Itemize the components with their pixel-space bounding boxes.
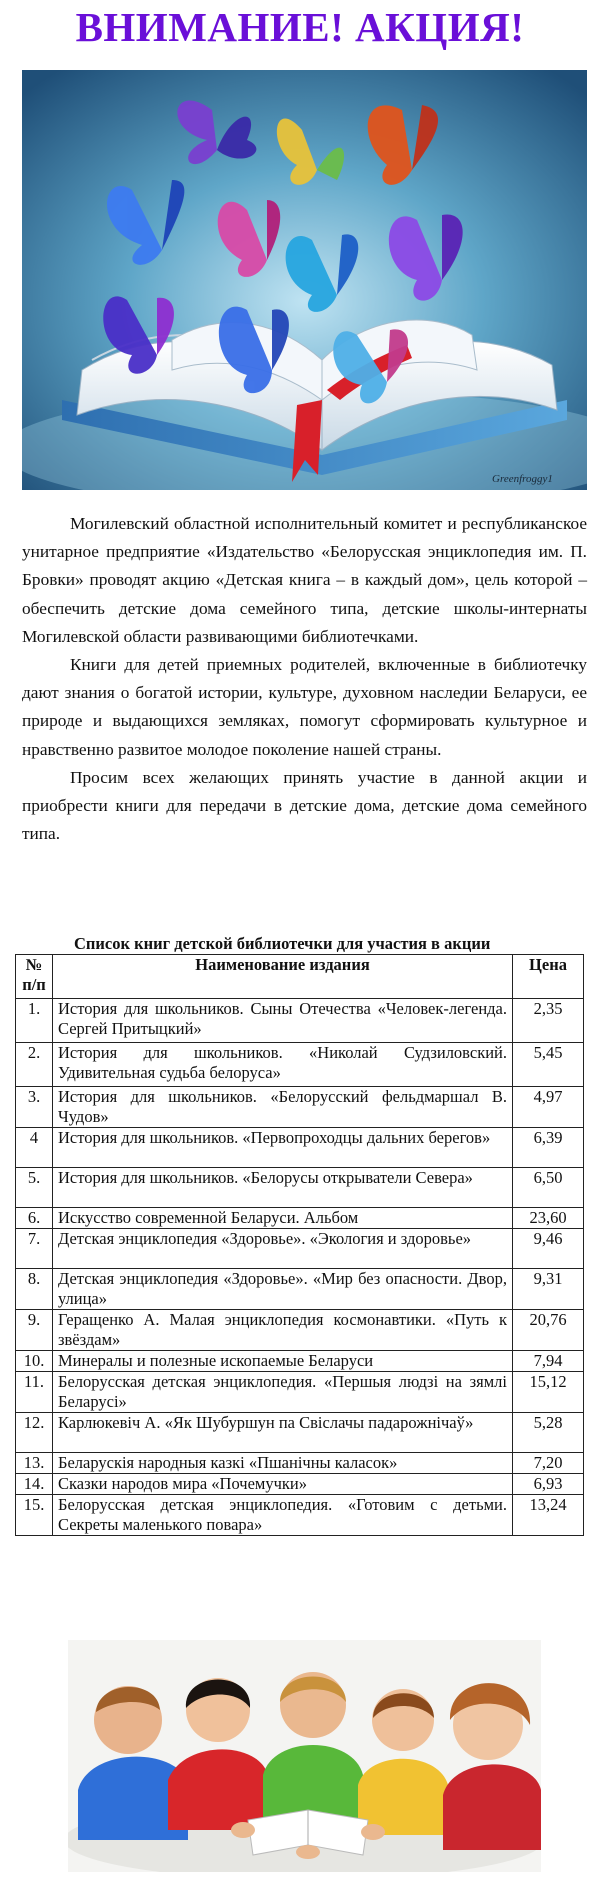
row-title: Сказки народов мира «Почемучки» [53, 1474, 513, 1495]
row-num: 9. [16, 1310, 53, 1351]
row-title: Минералы и полезные ископаемые Беларуси [53, 1351, 513, 1372]
row-price: 5,45 [513, 1043, 584, 1087]
table-row [16, 1043, 584, 1087]
row-title: Белорусская детская энциклопедия. «Першыя людзі на зямлі Беларусі» [53, 1372, 513, 1413]
row-title: Белорусская детская энциклопедия. «Готовим с детьми. Секреты маленького повара» [53, 1495, 513, 1536]
row-title: Карлюкевіч А. «Як Шубуршун па Свіслачы падарожнічаў» [53, 1413, 513, 1453]
table-row [16, 1351, 584, 1372]
row-title: Геращенко А. Малая энциклопедия космонавтики. «Путь к звёздам» [53, 1310, 513, 1351]
row-title: Детская энциклопедия «Здоровье». «Экология и здоровье» [53, 1229, 513, 1269]
row-num: 10. [16, 1351, 53, 1372]
row-price: 6,93 [513, 1474, 584, 1495]
row-price: 4,97 [513, 1087, 584, 1128]
row-price: 15,12 [513, 1372, 584, 1413]
row-num: 6. [16, 1208, 53, 1229]
table-row [16, 1087, 584, 1128]
row-price: 6,50 [513, 1168, 584, 1208]
row-num: 1. [16, 999, 53, 1043]
row-title: Детская энциклопедия «Здоровье». «Мир без опасности. Двор, улица» [53, 1269, 513, 1310]
header-price: Цена [513, 955, 584, 999]
intro-paragraph-1: Могилевский областной исполнительный комитет и республиканское унитарное предприятие «Издательство «Белорусская энциклопедия им. П. Бровки» проводят акцию «Детская книга – в каждый дом», цель которой – обеспечить детские дома семейного типа, детские школы-интернаты Могилевской области развивающими библиотечками. [22, 514, 587, 646]
table-row [16, 1208, 584, 1229]
headline: ВНИМАНИЕ! АКЦИЯ! [75, 4, 525, 50]
row-num: 5. [16, 1168, 53, 1208]
table-row [16, 1453, 584, 1474]
row-title: История для школьников. Сыны Отечества «Человек-легенда. Сергей Притыцкий» [53, 999, 513, 1043]
row-num: 14. [16, 1474, 53, 1495]
table-row [16, 1168, 584, 1208]
table-row [16, 1474, 584, 1495]
row-price: 13,24 [513, 1495, 584, 1536]
header-name: Наименование издания [53, 955, 513, 999]
row-price: 7,94 [513, 1351, 584, 1372]
row-num: 7. [16, 1229, 53, 1269]
row-num: 2. [16, 1043, 53, 1087]
row-num: 11. [16, 1372, 53, 1413]
row-num: 12. [16, 1413, 53, 1453]
row-title: История для школьников. «Белорусский фельдмаршал В. Чудов» [53, 1087, 513, 1128]
row-num: 13. [16, 1453, 53, 1474]
row-num: 15. [16, 1495, 53, 1536]
book-list-table [15, 954, 584, 1536]
row-price: 2,35 [513, 999, 584, 1043]
book-butterflies-image [22, 70, 587, 490]
table-row [16, 1269, 584, 1310]
row-title: Искусство современной Беларуси. Альбом [53, 1208, 513, 1229]
intro-paragraph-2: Книги для детей приемных родителей, включенные в библиотечку дают знания о богатой истории, культуре, духовном наследии Беларуси, ее природе и выдающихся земляках, помогут сформировать культурное и нравственно развитое молодое поколение нашей страны. [22, 655, 587, 759]
children-reading-photo [68, 1640, 541, 1872]
row-title: Беларускія народныя казкі «Пшанічны каласок» [53, 1453, 513, 1474]
table-row [16, 1372, 584, 1413]
intro-text [22, 510, 587, 848]
table-row [16, 1310, 584, 1351]
hero-signature: Greenfroggy1 [492, 473, 553, 485]
row-price: 7,20 [513, 1453, 584, 1474]
table-header-row [16, 955, 584, 999]
row-title: История для школьников. «Белорусы открыватели Севера» [53, 1168, 513, 1208]
row-price: 9,46 [513, 1229, 584, 1269]
row-price: 6,39 [513, 1128, 584, 1168]
row-num: 4 [16, 1128, 53, 1168]
row-num: 8. [16, 1269, 53, 1310]
row-price: 5,28 [513, 1413, 584, 1453]
row-price: 20,76 [513, 1310, 584, 1351]
book-list-title: Список книг детской библиотечки для участия в акции [74, 934, 491, 953]
row-price: 9,31 [513, 1269, 584, 1310]
children-reading-image [68, 1640, 541, 1872]
intro-paragraph-3: Просим всех желающих принять участие в данной акции и приобрести книги для передачи в детские дома, детские дома семейного типа. [22, 767, 587, 844]
row-num: 3. [16, 1087, 53, 1128]
hero-illustration [22, 70, 587, 490]
row-price: 23,60 [513, 1208, 584, 1229]
row-title: История для школьников. «Николай Судзиловский. Удивительная судьба белоруса» [53, 1043, 513, 1087]
table-row [16, 1229, 584, 1269]
table-row [16, 1413, 584, 1453]
table-row [16, 1128, 584, 1168]
table-row [16, 1495, 584, 1536]
row-title: История для школьников. «Первопроходцы дальних берегов» [53, 1128, 513, 1168]
header-num: № п/п [16, 955, 53, 999]
table-row [16, 999, 584, 1043]
